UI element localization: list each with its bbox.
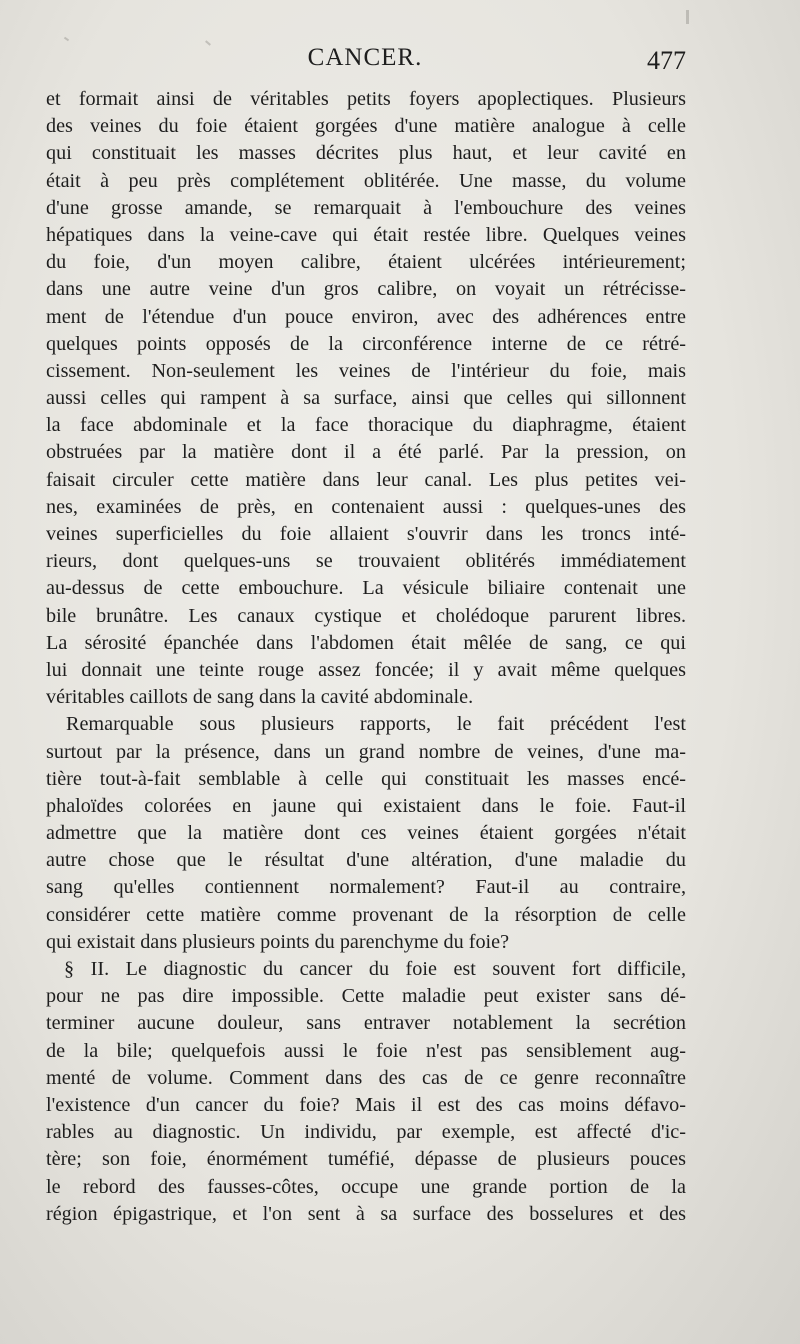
text-line: d'une grosse amande, se remarquait à l'embouchure des veines (46, 196, 686, 219)
text-line: du foie, d'un moyen calibre, étaient ulcérées intérieurement; (46, 251, 686, 274)
text-line: obstruées par la matière dont il a été parlé. Par la pression, on (46, 441, 686, 464)
text-line: hépatiques dans la veine-cave qui était restée libre. Quelques veines (46, 223, 686, 246)
section-first-line: § II. Le diagnostic du cancer du foie est souvent fort difficile, (64, 958, 686, 980)
text-line: faisait circuler cette matière dans leur canal. Les plus petites vei- (46, 468, 686, 491)
text-line: cissement. Non-seulement les veines de l'intérieur du foie, mais (46, 359, 686, 382)
paragraph-first-line: Remarquable sous plusieurs rapports, le fait précédent l'est (66, 713, 686, 736)
text-line: de la bile; quelquefois aussi le foie n'est pas sensiblement aug- (46, 1039, 686, 1062)
page-header (44, 44, 686, 80)
text-line: rables au diagnostic. Un individu, par exemple, est affecté d'ic- (46, 1121, 686, 1144)
text-line: aussi celles qui rampent à sa surface, ainsi que celles qui sillonnent (46, 387, 686, 410)
text-line: lui donnait une teinte rouge assez foncée; il y avait même quelques (46, 658, 686, 681)
text-line: admettre que la matière dont ces veines étaient gorgées n'était (46, 822, 686, 845)
text-line: était à peu près complétement oblitérée. Une masse, du volume (46, 169, 686, 192)
text-line: sang qu'elles contiennent normalement? Faut-il au contraire, (46, 876, 686, 899)
text-line: rieurs, dont quelques-uns se trouvaient oblitérés immédiatement (46, 550, 686, 573)
text-line: tère; son foie, énormément tuméfié, dépasse de plusieurs pouces (46, 1148, 686, 1171)
running-title: CANCER. (307, 44, 423, 71)
ink-speck (686, 10, 689, 24)
text-line: région épigastrique, et l'on sent à sa surface des bosselures et des (46, 1202, 686, 1225)
text-line: au-dessus de cette embouchure. La vésicule biliaire contenait une (46, 577, 686, 600)
text-line: véritables caillots de sang dans la cavité abdominale. (46, 686, 474, 709)
text-line: La sérosité épanchée dans l'abdomen était mêlée de sang, ce qui (46, 631, 686, 654)
text-line: qui existait dans plusieurs points du parenchyme du foie? (46, 930, 510, 953)
text-line: menté de volume. Comment dans des cas de ce genre reconnaître (46, 1066, 686, 1089)
text-line: terminer aucune douleur, sans entraver notablement la secrétion (46, 1012, 686, 1035)
text-line: phaloïdes colorées en jaune qui existaient dans le foie. Faut-il (46, 794, 686, 817)
text-line: ment de l'étendue d'un pouce environ, avec des adhérences entre (46, 305, 686, 328)
text-line: des veines du foie étaient gorgées d'une matière analogue à celle (46, 115, 686, 138)
text-line: tière tout-à-fait semblable à celle qui constituait les masses encé- (46, 767, 686, 790)
text-line: pour ne pas dire impossible. Cette maladie peut exister sans dé- (46, 985, 686, 1008)
ink-speck (64, 37, 69, 42)
text-line: dans une autre veine d'un gros calibre, on voyait un rétrécisse- (46, 278, 686, 301)
text-line: l'existence d'un cancer du foie? Mais il est des cas moins défavo- (46, 1093, 686, 1116)
text-line: bile brunâtre. Les canaux cystique et cholédoque parurent libres. (46, 604, 686, 627)
text-line: autre chose que le résultat d'une altération, d'une maladie du (46, 849, 686, 872)
text-line: considérer cette matière comme provenant de la résorption de celle (46, 903, 686, 926)
body-text (46, 86, 686, 1228)
text-line: la face abdominale et la face thoracique du diaphragme, étaient (46, 414, 686, 437)
text-line: nes, examinées de près, en contenaient aussi : quelques-unes des (46, 495, 686, 518)
text-line: veines superficielles du foie allaient s'ouvrir dans les troncs inté- (46, 523, 686, 545)
text-line: qui constituait les masses décrites plus haut, et leur cavité en (46, 142, 686, 165)
text-line: surtout par la présence, dans un grand nombre de veines, d'une ma- (46, 740, 686, 763)
text-line: quelques points opposés de la circonférence interne de ce rétré- (46, 332, 686, 355)
page-number: 477 (647, 46, 686, 75)
text-line: et formait ainsi de véritables petits foyers apoplectiques. Plusieurs (46, 88, 686, 110)
text-line: le rebord des fausses-côtes, occupe une grande portion de la (46, 1175, 686, 1198)
